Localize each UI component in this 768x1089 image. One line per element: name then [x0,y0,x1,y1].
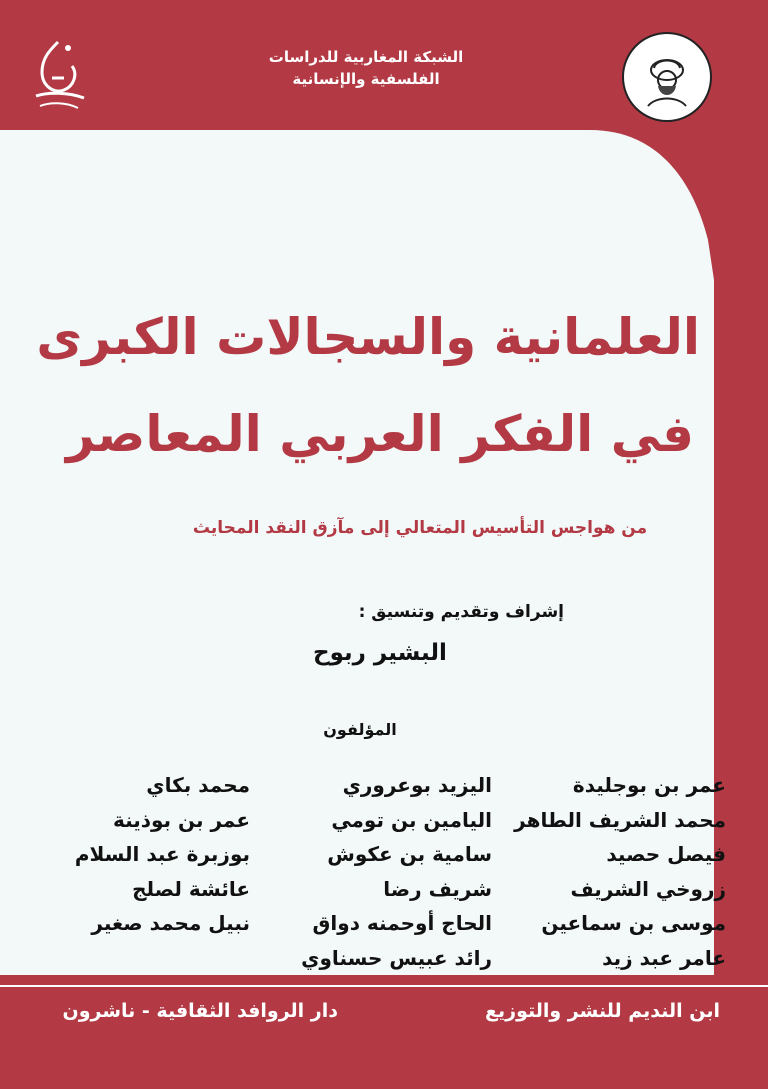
authors-column-right [496,768,726,975]
author-name: بوزبرة عبد السلام [74,842,250,866]
book-title-line-1: العلمانية والسجالات الكبرى [36,308,700,366]
author-name: موسى بن سماعين [541,911,726,935]
author-name: محمد بكاي [146,773,250,797]
network-line-1: الشبكة المغاربية للدراسات [268,48,464,66]
author-name: نبيل محمد صغير [91,911,250,935]
publisher-ibn-nadim: ابن النديم للنشر والتوزيع [485,1000,720,1022]
ibn-nadim-seal [622,32,712,122]
author-name: سامية بن عكوش [327,842,492,866]
publisher-rawafid: دار الروافد الثقافية - ناشرون [62,1000,338,1022]
portrait-icon [624,34,710,120]
authors-label: المؤلفون [323,720,397,739]
research-network-name [246,46,486,90]
author-name: عائشة لصلج [132,876,250,901]
author-name: محمد الشريف الطاهر [514,807,726,832]
editor-name: البشير ربوح [313,640,447,666]
author-name: اليامين بن تومي [331,807,492,832]
rawafid-logo-icon [28,36,90,116]
author-name: شريف رضا [383,876,492,901]
author-name: عامر عبد زيد [602,945,726,970]
author-name: فيصل حصيد [606,842,726,866]
authors-column-left [20,768,250,941]
book-subtitle: من هواجس التأسيس المتعالي إلى مآزق النقد المحايث [192,518,648,538]
author-name: اليزيد بوعروري [342,773,492,797]
footer-divider [0,985,768,987]
authors-column-middle [262,768,492,975]
author-name: زروخي الشريف [570,876,726,901]
book-title-line-2: في الفكر العربي المعاصر [65,405,695,463]
author-name: عمر بن بوذينة [112,807,250,832]
author-name: الحاج أوحمنه دواق [312,911,492,935]
author-name: عمر بن بوجليدة [572,773,726,797]
author-name: رائد عبيس حسناوي [301,945,492,970]
network-line-2: الفلسفية والإنسانية [292,70,440,88]
supervision-label: إشراف وتقديم وتنسيق : [358,602,564,622]
